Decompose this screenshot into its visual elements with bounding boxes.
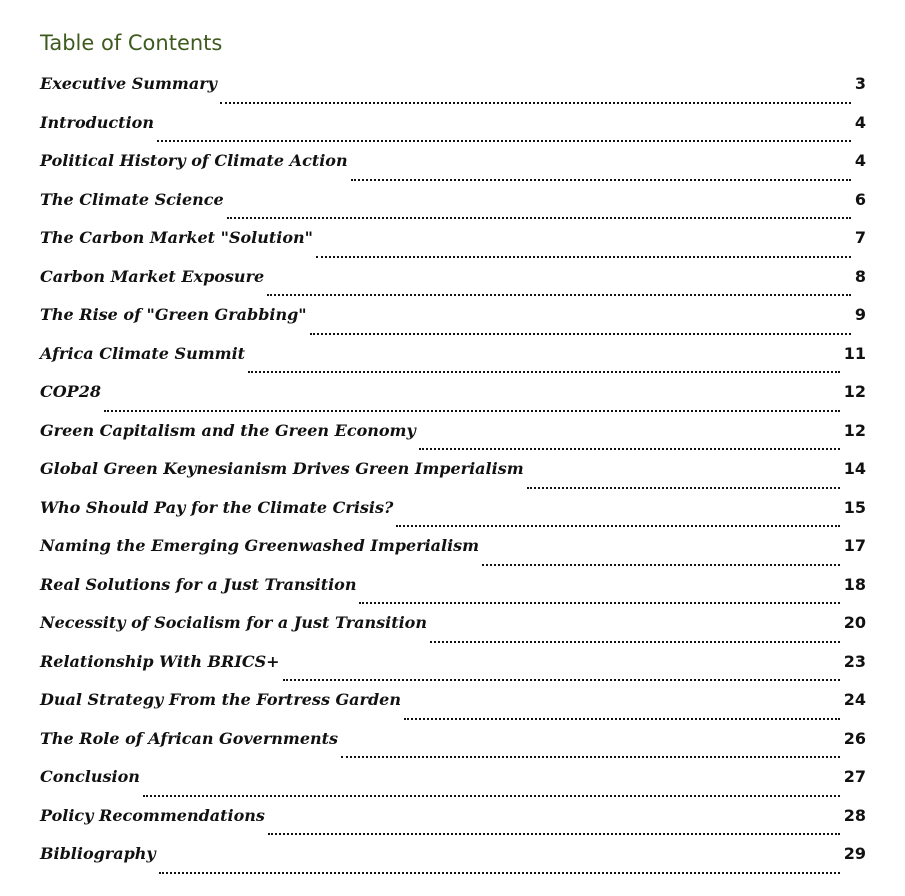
- toc-entry-title: Real Solutions for a Just Transition: [40, 574, 357, 594]
- toc-entry-page: 24: [843, 690, 866, 709]
- toc-entry-title: Relationship With BRICS+: [40, 651, 280, 671]
- dot-leader: [283, 679, 840, 681]
- toc-entry-title: COP28: [40, 382, 101, 401]
- toc-entry[interactable]: [40, 151, 866, 190]
- dot-leader: [430, 641, 840, 643]
- dot-leader: [220, 102, 851, 104]
- toc-entry[interactable]: [40, 690, 866, 729]
- toc-entry-page: 14: [843, 459, 866, 478]
- dot-leader: [104, 410, 840, 412]
- toc-list: [40, 74, 866, 883]
- toc-entry[interactable]: [40, 190, 866, 229]
- toc-entry[interactable]: [40, 652, 866, 691]
- toc-entry[interactable]: [40, 459, 866, 498]
- toc-entry[interactable]: [40, 806, 866, 845]
- toc-entry-page: 18: [843, 574, 866, 594]
- toc-entry-title: Carbon Market Exposure: [40, 266, 265, 286]
- toc-entry-page: 28: [843, 805, 866, 825]
- toc-entry-page: 12: [843, 420, 866, 440]
- toc-entry-title: The Role of African Governments: [40, 728, 339, 748]
- toc-entry-title: Who Should Pay for the Climate Crisis?: [40, 497, 394, 517]
- toc-entry-page: 27: [843, 767, 866, 786]
- dot-leader: [248, 371, 840, 373]
- toc-entry-title: Africa Climate Summit: [40, 343, 246, 363]
- dot-leader: [404, 718, 840, 720]
- toc-entry[interactable]: [40, 113, 866, 152]
- toc-entry[interactable]: [40, 382, 866, 421]
- dot-leader: [143, 795, 840, 797]
- toc-entry[interactable]: [40, 228, 866, 267]
- toc-entry-page: 11: [843, 343, 866, 363]
- toc-entry[interactable]: [40, 575, 866, 614]
- dot-leader: [267, 294, 851, 296]
- toc-entry-title: The Rise of "Green Grabbing": [40, 305, 307, 324]
- dot-leader: [159, 872, 840, 874]
- dot-leader: [396, 525, 839, 527]
- toc-entry-title: Naming the Emerging Greenwashed Imperialism: [40, 536, 480, 555]
- dot-leader: [157, 140, 851, 142]
- dot-leader: [527, 487, 840, 489]
- toc-entry[interactable]: [40, 267, 866, 306]
- dot-leader: [351, 179, 851, 181]
- toc-entry-title: Dual Strategy From the Fortress Garden: [40, 690, 401, 709]
- toc-entry[interactable]: [40, 498, 866, 537]
- toc-entry[interactable]: [40, 767, 866, 806]
- toc-entry-page: 7: [854, 228, 866, 247]
- toc-entry-page: 15: [843, 497, 866, 517]
- toc-heading: Table of Contents: [40, 31, 223, 55]
- toc-entry-page: 9: [854, 305, 866, 324]
- toc-entry[interactable]: [40, 344, 866, 383]
- toc-entry[interactable]: [40, 305, 866, 344]
- toc-entry-page: 26: [843, 728, 866, 748]
- toc-entry-title: The Climate Science: [40, 189, 224, 209]
- toc-entry-page: 4: [854, 151, 866, 170]
- toc-entry[interactable]: [40, 729, 866, 768]
- toc-entry-title: Political History of Climate Action: [40, 151, 348, 170]
- toc-entry-title: Necessity of Socialism for a Just Transition: [40, 613, 427, 632]
- toc-entry-page: 29: [843, 844, 866, 863]
- dot-leader: [310, 333, 851, 335]
- dot-leader: [482, 564, 840, 566]
- toc-entry[interactable]: [40, 536, 866, 575]
- toc-entry-title: Conclusion: [40, 767, 140, 786]
- toc-entry-page: 12: [843, 382, 866, 401]
- toc-entry-page: 17: [843, 536, 866, 555]
- dot-leader: [419, 448, 840, 450]
- dot-leader: [268, 833, 840, 835]
- toc-entry-title: Global Green Keynesianism Drives Green Imperialism: [40, 459, 524, 478]
- toc-entry-page: 6: [854, 189, 866, 209]
- toc-entry-title: Bibliography: [40, 844, 156, 863]
- toc-entry-page: 23: [843, 651, 866, 671]
- toc-entry-title: Green Capitalism and the Green Economy: [40, 420, 416, 440]
- dot-leader: [341, 756, 840, 758]
- toc-entry[interactable]: [40, 421, 866, 460]
- dot-leader: [316, 256, 851, 258]
- toc-entry-title: Introduction: [40, 112, 154, 132]
- toc-entry-page: 3: [854, 74, 866, 93]
- dot-leader: [227, 217, 851, 219]
- toc-entry[interactable]: [40, 613, 866, 652]
- toc-entry-page: 4: [854, 112, 866, 132]
- toc-entry-title: Policy Recommendations: [40, 805, 265, 825]
- toc-entry-title: Executive Summary: [40, 74, 217, 93]
- dot-leader: [359, 602, 839, 604]
- toc-entry-page: 8: [854, 266, 866, 286]
- toc-entry-title: The Carbon Market "Solution": [40, 228, 313, 247]
- toc-entry-page: 20: [843, 613, 866, 632]
- toc-entry[interactable]: [40, 74, 866, 113]
- toc-entry[interactable]: [40, 844, 866, 883]
